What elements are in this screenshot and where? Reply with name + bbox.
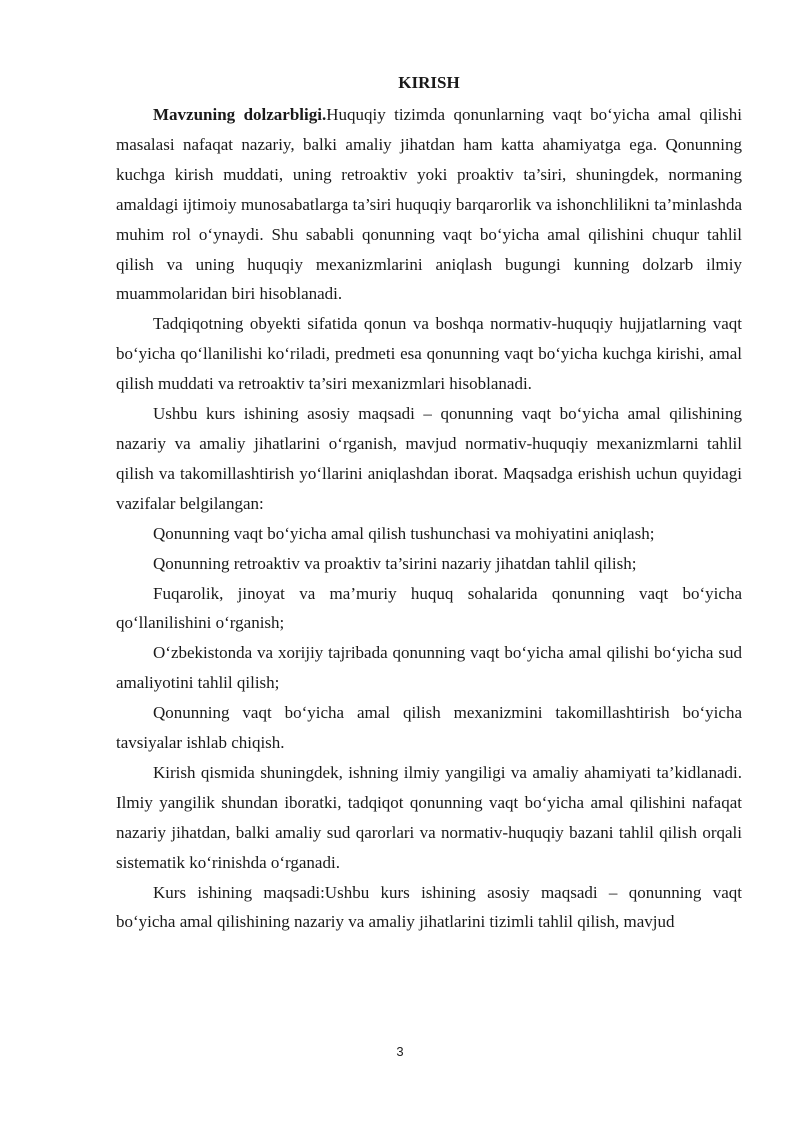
task-item: Qonunning retroaktiv va proaktiv ta’sirini nazariy jihatdan tahlil qilish;: [153, 553, 637, 573]
task-item: Qonunning vaqt bo‘yicha amal qilish mexanizmini takomillashtirish bo‘yicha tavsiyalar ishlab chiqish.: [116, 703, 742, 753]
page-number: 3: [396, 1044, 404, 1059]
course-goal-paragraph: Kurs ishining maqsadi:Ushbu kurs ishining asosiy maqsadi – qonunning vaqt bo‘yicha amal qilishining nazariy va amaliy jihatlarini tizimli tahlil qilish, mavjud: [116, 882, 742, 932]
relevance-paragraph: [116, 100, 742, 309]
task-item: Qonunning vaqt bo‘yicha amal qilish tushunchasi va mohiyatini aniqlash;: [153, 523, 655, 543]
section-title: KIRISH: [398, 73, 460, 92]
relevance-lead: Mavzuning dolzarbligi.: [153, 105, 327, 124]
object-subject-paragraph: Tadqiqotning obyekti sifatida qonun va boshqa normativ-huquqiy hujjatlarning vaqt bo‘yicha qo‘llanilishi ko‘riladi, predmeti esa qonunning vaqt bo‘yicha kuchga kirishi, amal qilish muddati va retroaktiv ta’siri mexanizmlari hisoblanadi.: [116, 314, 742, 394]
task-item: Fuqarolik, jinoyat va ma’muriy huquq sohalarida qonunning vaqt bo‘yicha qo‘llanilishini o‘rganish;: [116, 583, 742, 633]
novelty-paragraph: Kirish qismida shuningdek, ishning ilmiy yangiligi va amaliy ahamiyati ta’kidlanadi. Ilmiy yangilik shundan iboratki, tadqiqot qonunning vaqt bo‘yicha amal qilishini nafaqat nazariy jihatdan, balki amaliy sud qarorlari va normativ-huquqiy bazani tahlil qilish orqali sistematik ko‘rinishda o‘rganadi.: [116, 762, 742, 872]
relevance-text: Huquqiy tizimda qonunlarning vaqt bo‘yicha amal qilishi masalasi nafaqat nazariy, balki amaliy jihatdan ham katta ahamiyatga ega. Qonunning kuchga kirish muddati, uning retroaktiv yoki proaktiv ta’siri, shuningdek, normaning amaldagi ijtimoiy munosabatlarga ta’siri huquqiy barqarorlik va ishonchlilikni ta’minlashda muhim rol o‘ynaydi. Shu sababli qonunning vaqt bo‘yicha amal qilishini chuqur tahlil qilish va uning huquqiy mexanizmlarini aniqlash bugungi kunning dolzarb ilmiy muammolaridan biri hisoblanadi.: [116, 105, 742, 304]
document-page: [116, 72, 742, 937]
goal-paragraph: Ushbu kurs ishining asosiy maqsadi – qonunning vaqt bo‘yicha amal qilishining nazariy va amaliy jihatlarini o‘rganish, mavjud normativ-huquqiy mexanizmlarni tahlil qilish va takomillashtirish yo‘llarini aniqlashdan iborat. Maqsadga erishish uchun quyidagi vazifalar belgilangan:: [116, 404, 742, 513]
task-item: O‘zbekistonda va xorijiy tajribada qonunning vaqt bo‘yicha amal qilishi bo‘yicha sud amaliyotini tahlil qilish;: [116, 643, 742, 693]
